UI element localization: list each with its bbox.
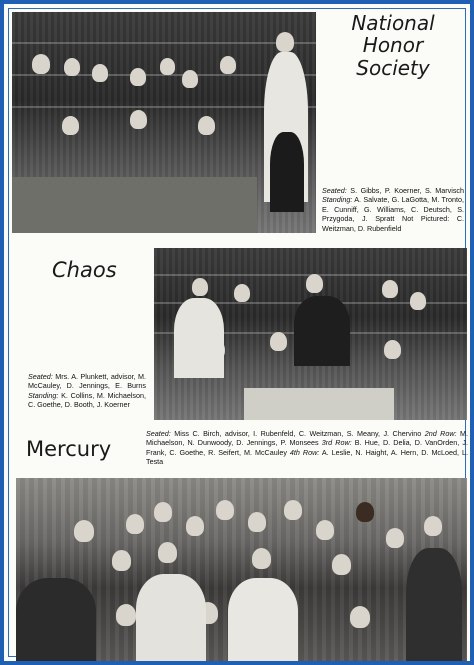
person: [356, 502, 374, 522]
person-body: [270, 132, 304, 212]
person: [332, 554, 351, 575]
person: [154, 502, 172, 522]
person: [386, 528, 404, 548]
caption-names: B. Hue, D. Delia, D. VanOrden, J. Frank, C. Goethe, R. Seifert, M. McCauley: [146, 438, 468, 457]
person: [126, 514, 144, 534]
caption-row-label: Seated:: [28, 372, 53, 381]
person: [186, 516, 204, 536]
person: [198, 116, 215, 135]
caption-row-label: Seated:: [322, 186, 347, 195]
person: [270, 332, 287, 351]
person: [64, 58, 80, 76]
person: [32, 54, 50, 74]
chaos-title: Chaos: [52, 258, 117, 282]
caption-names: Mrs. A. Plunkett, advisor, M. McCauley, D. Jennings, E. Burns: [28, 372, 146, 391]
person: [116, 604, 136, 626]
caption-row-label: Seated:: [146, 429, 171, 438]
person: [410, 292, 426, 310]
caption-names: Not Pictured: C. Weitzman, D. Rubenfield: [322, 214, 465, 233]
nhs-caption: [322, 186, 464, 233]
nhs-title-line: Society: [356, 55, 430, 80]
person: [160, 58, 175, 75]
person: [182, 70, 198, 88]
person: [74, 520, 94, 542]
person: [306, 274, 323, 293]
caption-row-label: 2nd Row:: [424, 429, 457, 438]
caption-names: Miss C. Birch, advisor, I. Rubenfeld, C. Weitzman, S. Meany, J. Chervino: [170, 429, 425, 438]
person: [382, 280, 398, 298]
caption-row-label: 3rd Row:: [321, 438, 352, 448]
person: [316, 520, 334, 540]
nhs-title-line: National: [351, 11, 435, 35]
caption-names: K. Collins, M. Michaelson, C. Goethe, D. Booth, J. Koerner: [28, 390, 146, 410]
caption-names: S. Gibbs, P. Koerner, S. Marvisch: [346, 186, 464, 195]
caption-names: A. Salvate, G. LaGotta, M. Tronto, E. Cunniff, G. Williams, C. Deutsch, S. Przygoda, J. Spratt: [322, 195, 464, 224]
person: [284, 500, 302, 520]
person-body: [294, 296, 350, 366]
person: [424, 516, 442, 536]
person: [276, 32, 294, 52]
person-body: [174, 298, 224, 378]
person: [130, 68, 146, 86]
mercury-caption: [146, 429, 468, 467]
chaos-group-photo: [154, 248, 467, 420]
person-body: [136, 574, 206, 661]
mercury-group-photo: [16, 478, 467, 661]
chaos-caption: [28, 372, 146, 410]
caption-row-label: Standing:: [322, 195, 353, 205]
person: [248, 512, 266, 532]
mercury-title: Mercury: [26, 437, 112, 461]
caption-row-label: 4th Row:: [289, 447, 320, 457]
table: [244, 388, 394, 420]
person: [62, 116, 79, 135]
caption-row-label: Standing:: [28, 390, 59, 400]
person: [92, 64, 108, 82]
caption-names: A. Leslie, N. Haight, A. Hern, D. McLoed, L. Testa: [146, 447, 468, 467]
person: [220, 56, 236, 74]
person: [234, 284, 250, 302]
table: [12, 177, 257, 233]
person: [216, 500, 234, 520]
nhs-title-line: Honor: [362, 33, 424, 58]
person-body: [16, 578, 96, 661]
person: [252, 548, 271, 569]
bookshelf-line: [12, 42, 316, 44]
nhs-title: [322, 12, 464, 79]
caption-names: M. Michaelson, N. Dunwoody, D. Jennings, P. Monsees: [146, 429, 468, 448]
person: [112, 550, 131, 571]
person-body: [406, 548, 462, 661]
person: [192, 278, 208, 296]
person-body: [228, 578, 298, 661]
nhs-group-photo: [12, 12, 316, 233]
person: [130, 110, 147, 129]
person: [158, 542, 177, 563]
person: [384, 340, 401, 359]
person: [350, 606, 370, 628]
